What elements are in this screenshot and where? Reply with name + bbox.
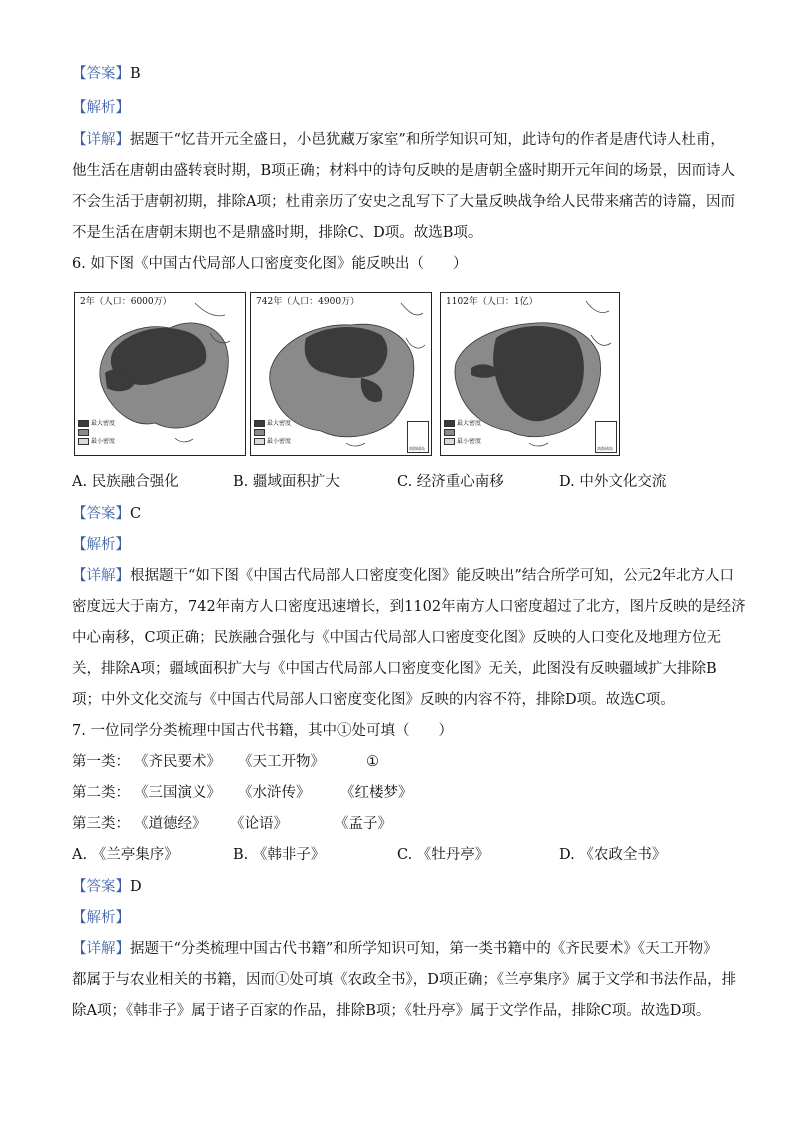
q7-row-1-item-3: ①: [366, 754, 379, 770]
answer-value: B: [130, 66, 141, 82]
legend-bottom-label: 最小密度: [91, 438, 116, 445]
q7-option-c: C. 《牡丹亭》: [397, 847, 490, 863]
q5-detail-line-1: [72, 130, 725, 150]
q7-row-1-item-1: 《齐民要术》: [134, 754, 221, 770]
q7-row-3-label: 第三类：: [72, 816, 130, 832]
map-2-label: 742年（人口：4900万）: [256, 297, 360, 307]
inset-label: 南海诸岛: [597, 446, 613, 451]
legend-top-label: 最大密度: [267, 420, 292, 427]
q6-detail-line-2: 密度远大于南方，742年南方人口密度迅速增长，到1102年南方人口密度超过了北方，图片反映的是经济: [72, 599, 746, 615]
q6-option-a: A. 民族融合强化: [72, 474, 179, 490]
map-3-legend: [444, 420, 481, 447]
map-1-legend: [78, 420, 115, 447]
q7-option-b: B. 《韩非子》: [233, 847, 326, 863]
q6-detail-line-1: [72, 566, 734, 586]
q5-analysis-tag: 【解析】: [72, 100, 130, 116]
detail-tag: 【详解】: [72, 568, 130, 584]
answer-tag: 【答案】: [72, 506, 130, 522]
q7-row-3-item-2: 《论语》: [230, 816, 288, 832]
q6-detail-line-3: 中心南移，C项正确；民族融合强化与《中国古代局部人口密度变化图》反映的人口变化及地理方位无: [72, 630, 722, 646]
legend-top-label: 最大密度: [91, 420, 116, 427]
population-map-2ad: [74, 292, 246, 456]
q7-row-1-item-2: 《天工开物》: [238, 754, 325, 770]
q6-option-c: C. 经济重心南移: [397, 474, 504, 490]
map-3-label: 1102年（人口：1亿）: [446, 297, 538, 307]
q7-row-3-item-3: 《孟子》: [334, 816, 392, 832]
detail-text: 据题干“分类梳理中国古代书籍”和所学知识可知，第一类书籍中的《齐民要术》《天工开物》: [130, 941, 718, 957]
detail-text: 根据题干“如下图《中国古代局部人口密度变化图》能反映出”结合所学可知，公元2年北方人口: [130, 568, 735, 584]
q7-detail-line-1: [72, 939, 718, 959]
q5-detail-line-3: 不会生活于唐朝初期，排除A项；杜甫亲历了安史之乱写下了大量反映战争给人民带来痛苦的诗篇，因而: [72, 194, 735, 210]
q7-row-3-item-1: 《道德经》: [134, 816, 207, 832]
q7-option-d: D. 《农政全书》: [559, 847, 667, 863]
detail-tag: 【详解】: [72, 941, 130, 957]
answer-value: C: [130, 506, 142, 522]
answer-tag: 【答案】: [72, 66, 130, 82]
q5-detail-line-2: 他生活在唐朝由盛转衰时期，B项正确；材料中的诗句反映的是唐朝全盛时期开元年间的场景，因而诗人: [72, 163, 736, 179]
q7-option-a: A. 《兰亭集序》: [72, 847, 179, 863]
q5-detail-line-4: 不是生活在唐朝末期也不是鼎盛时期，排除C、D项。故选B项。: [72, 225, 483, 241]
q6-answer-line: [72, 504, 141, 524]
population-map-742ad: [250, 292, 432, 456]
legend-top-label: 最大密度: [457, 420, 482, 427]
q7-row-2-item-1: 《三国演义》: [134, 785, 221, 801]
q6-option-b: B. 疆域面积扩大: [233, 474, 340, 490]
q7-row-2-label: 第二类：: [72, 785, 130, 801]
q6-option-d: D. 中外文化交流: [559, 474, 667, 490]
map-2-legend: [254, 420, 291, 447]
inset-label: 南海诸岛: [409, 446, 425, 451]
q6-detail-line-4: 关，排除A项；疆域面积扩大与《中国古代局部人口密度变化图》无关，此图没有反映疆域扩大排除B: [72, 661, 717, 677]
q7-detail-line-3: 除A项；《韩非子》属于诸子百家的作品，排除B项；《牡丹亭》属于文学作品，排除C项。故选D项。: [72, 1003, 711, 1019]
south-sea-inset: [595, 421, 617, 453]
south-sea-inset: [407, 421, 429, 453]
q6-detail-line-5: 项；中外文化交流与《中国古代局部人口密度变化图》反映的内容不符，排除D项。故选C项。: [72, 692, 675, 708]
q5-answer-line: [72, 64, 141, 84]
map-1-label: 2年（人口：6000万）: [80, 297, 172, 307]
population-map-1102ad: [440, 292, 620, 456]
answer-tag: 【答案】: [72, 879, 130, 895]
legend-bottom-label: 最小密度: [267, 438, 292, 445]
q7-row-2-item-2: 《水浒传》: [238, 785, 311, 801]
q7-answer-line: [72, 877, 142, 897]
q6-stem: 6. 如下图《中国古代局部人口密度变化图》能反映出（ ）: [72, 256, 468, 272]
q7-analysis-tag: 【解析】: [72, 910, 130, 926]
detail-text: 据题干“忆昔开元全盛日，小邑犹藏万家室”和所学知识可知，此诗句的作者是唐代诗人杜甫，: [130, 132, 725, 148]
q7-detail-line-2: 都属于与农业相关的书籍，因而①处可填《农政全书》，D项正确；《兰亭集序》属于文学和书法作品，排: [72, 972, 737, 988]
q7-row-2-item-3: 《红楼梦》: [340, 785, 413, 801]
legend-bottom-label: 最小密度: [457, 438, 482, 445]
q7-row-1-label: 第一类：: [72, 754, 130, 770]
answer-value: D: [130, 879, 142, 895]
q7-stem: 7. 一位同学分类梳理中国古代书籍，其中①处可填（ ）: [72, 723, 453, 739]
q6-analysis-tag: 【解析】: [72, 537, 130, 553]
detail-tag: 【详解】: [72, 132, 130, 148]
